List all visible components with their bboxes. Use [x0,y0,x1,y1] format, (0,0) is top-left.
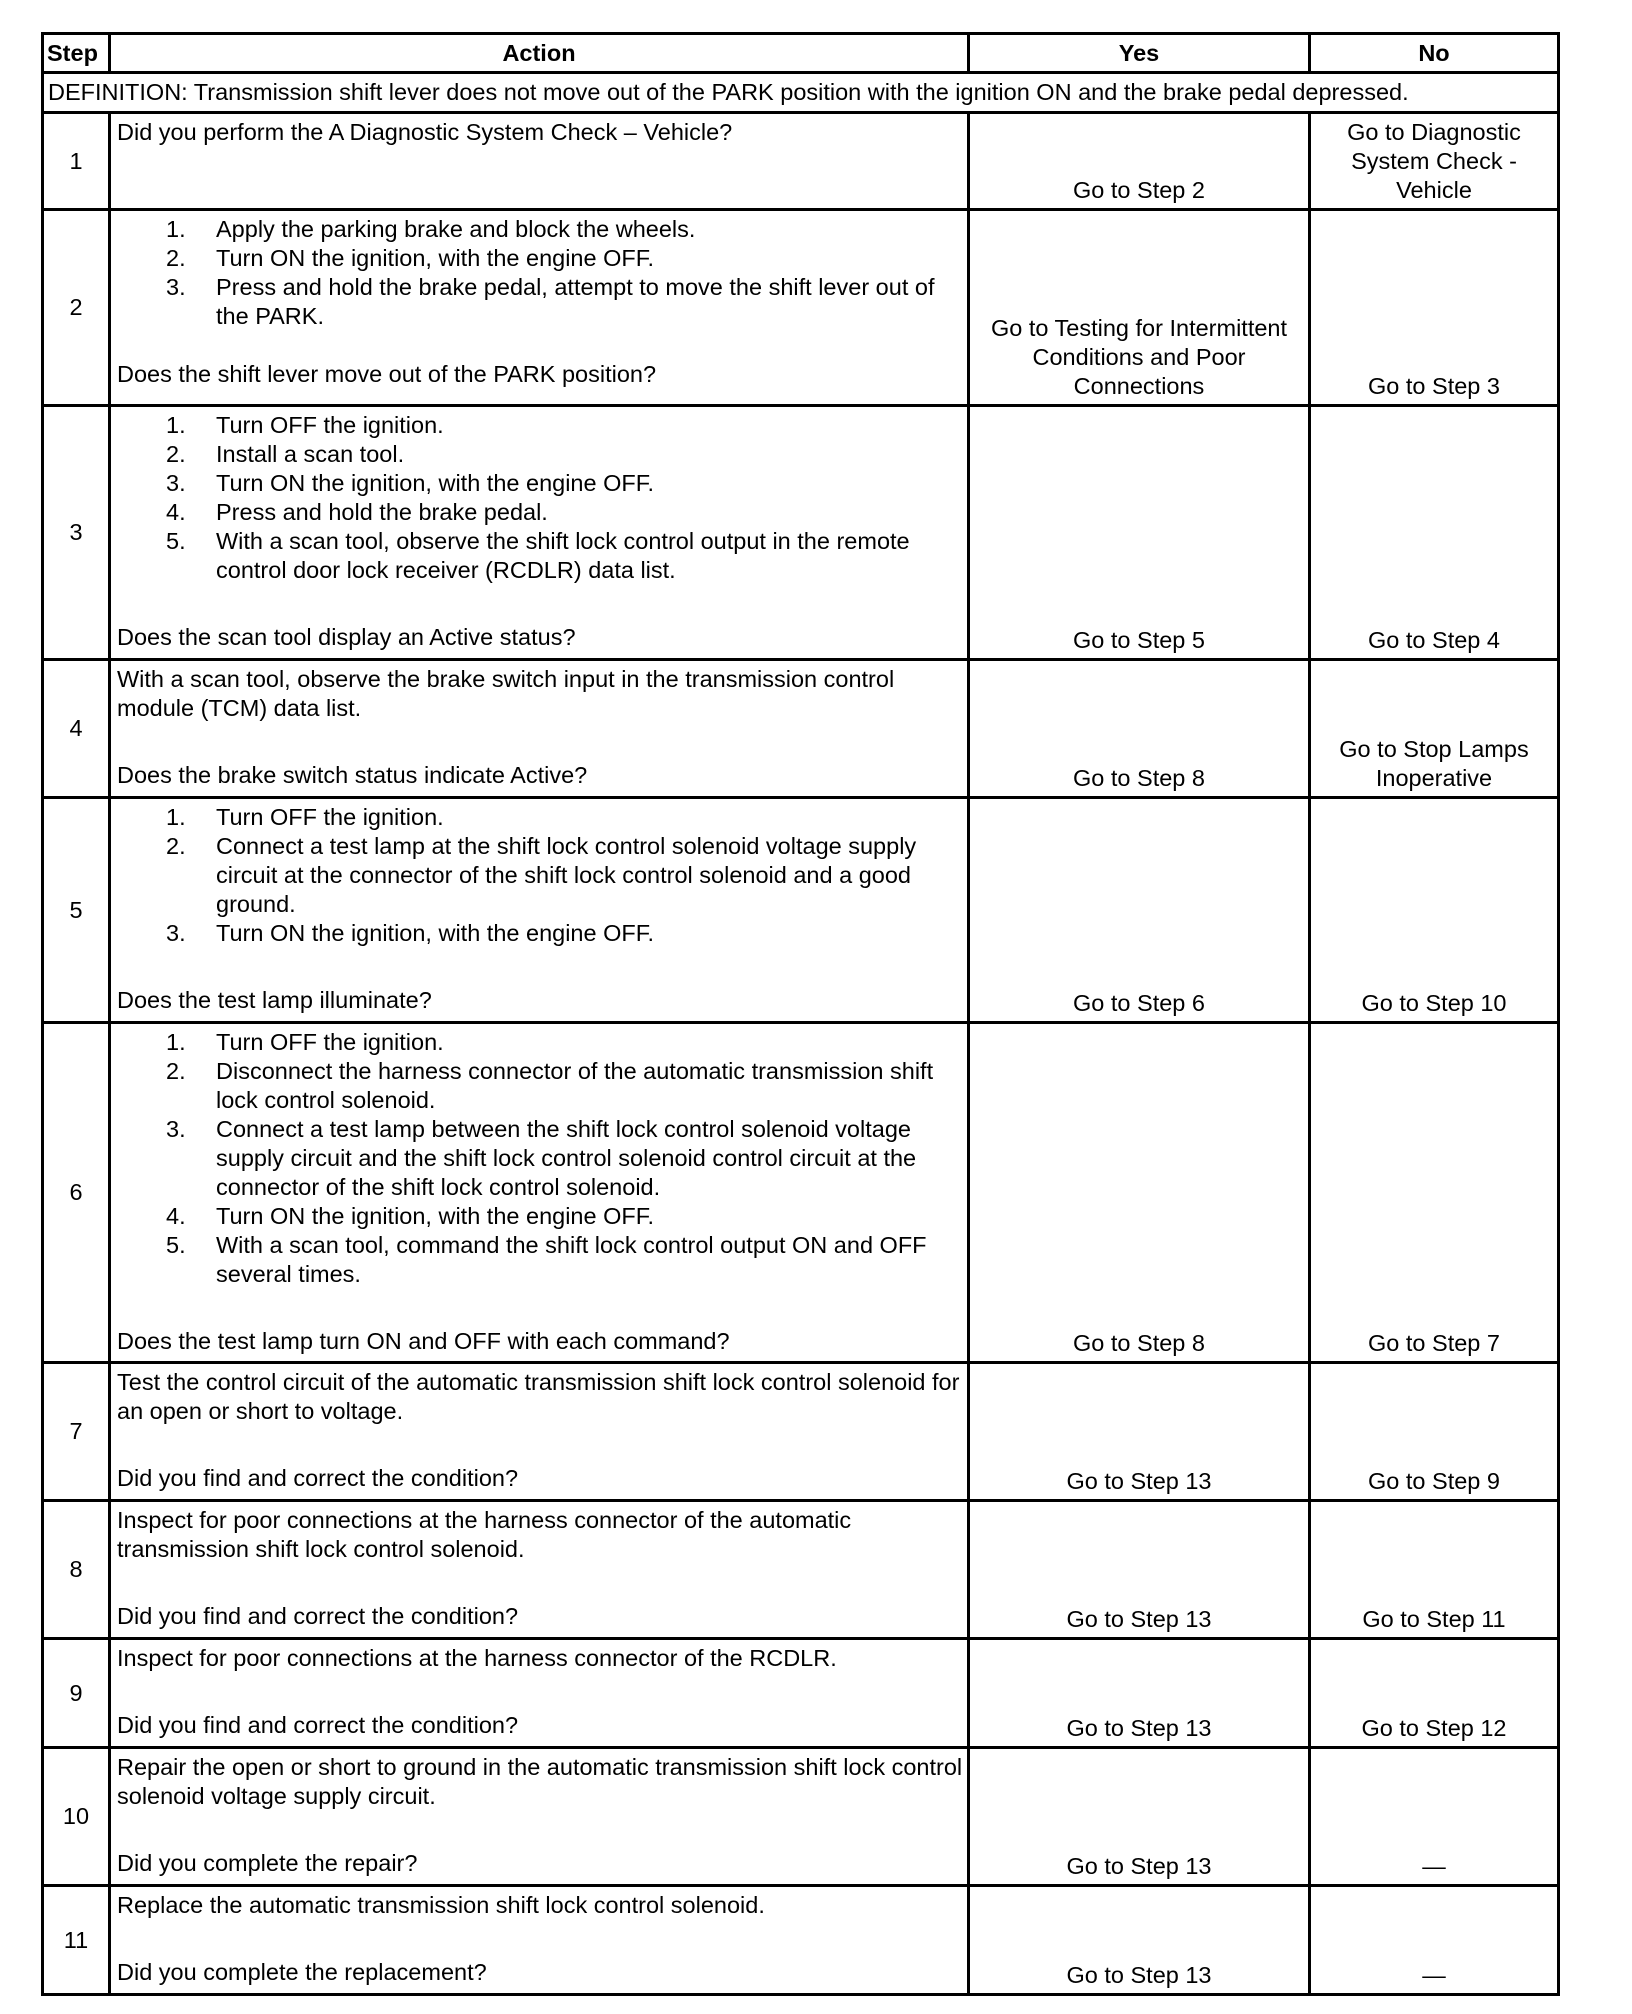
list-item: 5. With a scan tool, command the shift lock control output ON and OFF several times. [166,1232,927,1287]
action-cell [110,1501,969,1639]
list-item: 2. Turn ON the ignition, with the engine OFF. [166,245,655,271]
action-intro: With a scan tool, observe the brake switch input in the transmission control module (TCM) data list. [117,666,895,721]
table-row [43,1363,1559,1501]
action-question: Did you find and correct the condition? [117,1603,519,1629]
action-question: Does the brake switch status indicate Active? [117,762,588,788]
no-cell: — [1310,1748,1559,1886]
action-intro: Replace the automatic transmission shift lock control solenoid. [117,1892,765,1918]
header-row [43,34,1559,73]
yes-cell: Go to Step 8 [969,1023,1310,1363]
action-steps-list [117,1028,963,1289]
action-question: Does the test lamp turn ON and OFF with each command? [117,1328,730,1354]
list-item: 5. With a scan tool, observe the shift lock control output in the remote control door lock receiver (RCDLR) data list. [166,528,910,583]
action-cell [110,660,969,798]
no-column-header: No [1310,34,1559,73]
yes-cell: Go to Step 5 [969,406,1310,660]
table-row [43,210,1559,406]
action-cell [110,113,969,210]
list-item: 1. Turn OFF the ignition. [166,804,444,830]
action-intro: Test the control circuit of the automatic transmission shift lock control solenoid for an open or short to voltage. [117,1369,960,1424]
list-item: 2. Connect a test lamp at the shift lock control solenoid voltage supply circuit at the connector of the shift lock control solenoid and a good ground. [166,833,917,917]
step-column-header: Step [43,34,110,73]
action-cell [110,1639,969,1748]
yes-cell: Go to Step 6 [969,798,1310,1023]
yes-cell: Go to Step 8 [969,660,1310,798]
table-row [43,660,1559,798]
diagnostic-table [41,32,1560,1996]
no-cell: Go to Step 11 [1310,1501,1559,1639]
action-question: Does the scan tool display an Active status? [117,624,576,650]
no-cell: Go to Step 10 [1310,798,1559,1023]
action-question: Did you complete the replacement? [117,1959,487,1985]
step-number: 11 [43,1886,110,1995]
action-intro: Inspect for poor connections at the harness connector of the automatic transmission shift lock control solenoid. [117,1507,852,1562]
no-cell: Go to Diagnostic System Check - Vehicle [1310,113,1559,210]
list-item: 1. Turn OFF the ignition. [166,412,444,438]
action-cell [110,210,969,406]
table-row [43,113,1559,210]
action-question: Does the test lamp illuminate? [117,987,432,1013]
action-cell [110,1886,969,1995]
table-row [43,1886,1559,1995]
no-cell: — [1310,1886,1559,1995]
list-item: 3. Turn ON the ignition, with the engine OFF. [166,470,655,496]
action-cell [110,406,969,660]
table-row [43,1501,1559,1639]
action-cell [110,1363,969,1501]
no-cell: Go to Step 3 [1310,210,1559,406]
action-cell [110,1023,969,1363]
yes-cell: Go to Step 13 [969,1501,1310,1639]
diagnostic-document [41,32,1557,1996]
yes-cell: Go to Step 13 [969,1363,1310,1501]
action-steps-list [117,215,963,331]
step-number: 5 [43,798,110,1023]
list-item: 2. Install a scan tool. [166,441,405,467]
action-intro: Did you perform the A Diagnostic System Check – Vehicle? [117,119,733,145]
step-number: 1 [43,113,110,210]
yes-cell: Go to Step 2 [969,113,1310,210]
table-row [43,1023,1559,1363]
no-cell: Go to Step 7 [1310,1023,1559,1363]
table-row [43,1639,1559,1748]
no-cell: Go to Stop Lamps Inoperative [1310,660,1559,798]
action-column-header: Action [110,34,969,73]
list-item: 3. Connect a test lamp between the shift lock control solenoid voltage supply circuit and the shift lock control solenoid control circuit at the connector of the shift lock control solenoid. [166,1116,917,1200]
step-number: 6 [43,1023,110,1363]
action-steps-list [117,803,963,948]
action-question: Did you find and correct the condition? [117,1712,519,1738]
action-cell [110,798,969,1023]
step-number: 9 [43,1639,110,1748]
table-row [43,798,1559,1023]
step-number: 8 [43,1501,110,1639]
step-number: 10 [43,1748,110,1886]
list-item: 2. Disconnect the harness connector of the automatic transmission shift lock control solenoid. [166,1058,934,1113]
list-item: 3. Turn ON the ignition, with the engine OFF. [166,920,655,946]
definition-text: DEFINITION: Transmission shift lever does not move out of the PARK position with the ignition ON and the brake pedal depressed. [43,73,1559,113]
yes-cell: Go to Step 13 [969,1886,1310,1995]
yes-cell: Go to Step 13 [969,1639,1310,1748]
table-row [43,1748,1559,1886]
action-cell [110,1748,969,1886]
yes-cell: Go to Step 13 [969,1748,1310,1886]
list-item: 1. Turn OFF the ignition. [166,1029,444,1055]
no-cell: Go to Step 9 [1310,1363,1559,1501]
list-item: 4. Turn ON the ignition, with the engine OFF. [166,1203,655,1229]
yes-cell: Go to Testing for Intermittent Conditions and Poor Connections [969,210,1310,406]
action-question: Did you complete the repair? [117,1850,418,1876]
action-intro: Repair the open or short to ground in the automatic transmission shift lock control solenoid voltage supply circuit. [117,1754,963,1809]
step-number: 2 [43,210,110,406]
definition-row [43,73,1559,113]
list-item: 4. Press and hold the brake pedal. [166,499,548,525]
yes-column-header: Yes [969,34,1310,73]
no-cell: Go to Step 4 [1310,406,1559,660]
step-number: 3 [43,406,110,660]
action-question: Does the shift lever move out of the PARK position? [117,361,657,387]
no-cell: Go to Step 12 [1310,1639,1559,1748]
action-intro: Inspect for poor connections at the harness connector of the RCDLR. [117,1645,837,1671]
action-question: Did you find and correct the condition? [117,1465,519,1491]
list-item: 1. Apply the parking brake and block the wheels. [166,216,696,242]
step-number: 4 [43,660,110,798]
step-number: 7 [43,1363,110,1501]
table-row [43,406,1559,660]
action-steps-list [117,411,963,585]
list-item: 3. Press and hold the brake pedal, attempt to move the shift lever out of the PARK. [166,274,935,329]
